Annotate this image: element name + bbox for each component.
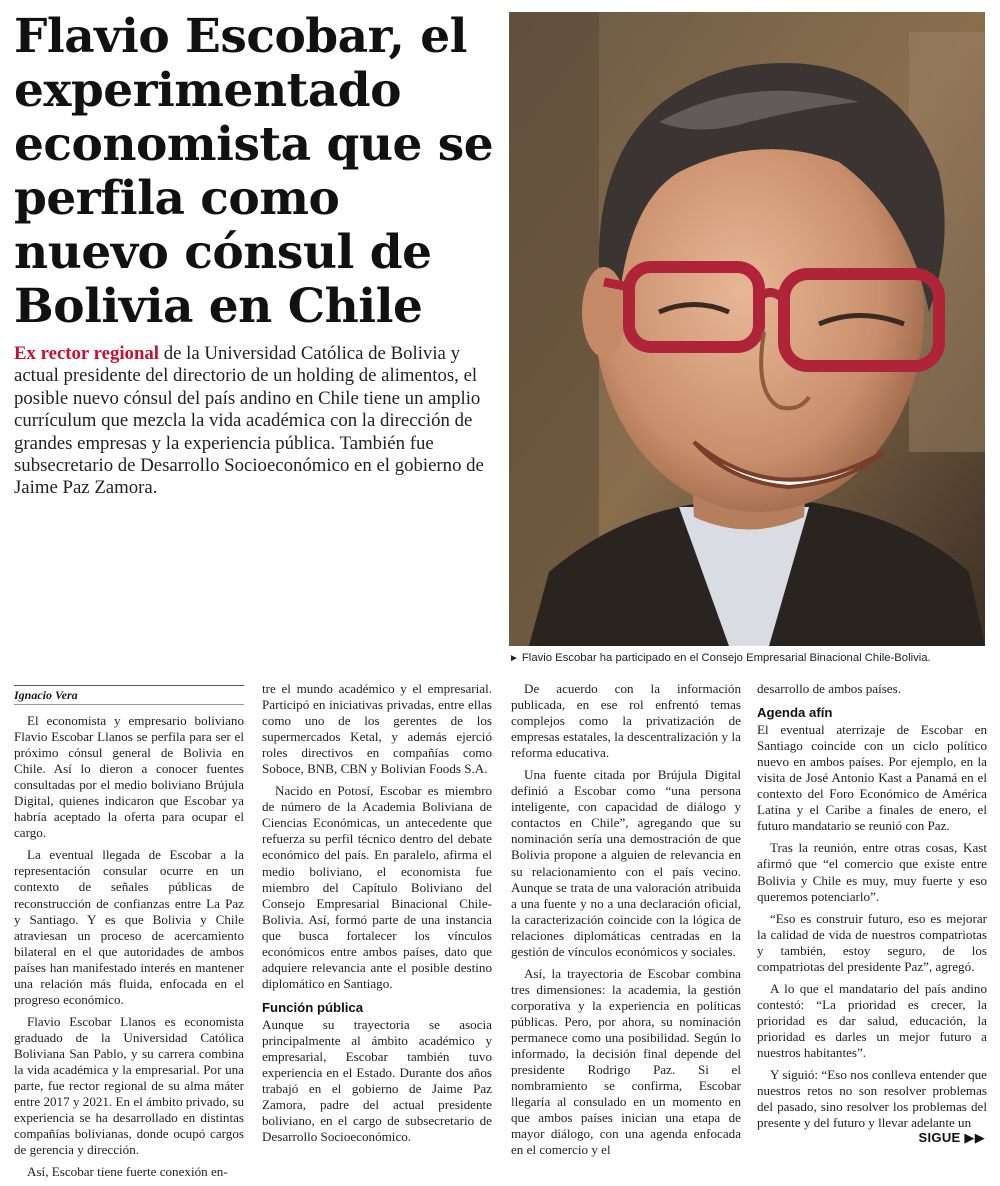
- paragraph: La eventual llegada de Escobar a la representación consular ocurre en un contexto de señales públicas de reconstrucción de confianzas entre La Paz y Santiago. Y es que Bolivia y Chile atraviesan un proceso de acercamiento bilateral en el que autoridades de ambos países han manifestado interés en mantener una relación más fluida, enfocada en el progreso económico.: [14, 847, 244, 1007]
- paragraph: El eventual aterrizaje de Escobar en Santiago coincide con un ciclo político nuevo en ambos países. Por ejemplo, en la visita de José Antonio Kast a Panamá en el contexto del Foro Económico de América Latina y el Caribe a finales de enero, el futuro mandatario se reunió con Paz.: [757, 722, 987, 834]
- continue-marker: SIGUE ▶▶: [918, 1130, 985, 1145]
- paragraph: “Eso es construir futuro, eso es mejorar la calidad de vida de nuestros compatriotas y también, estoy seguro, de los compatriotas del presidente Paz”, agregó.: [757, 910, 987, 974]
- paragraph: Una fuente citada por Brújula Digital definió a Escobar como “una persona inteligente, con capacidad de diálogo y contactos en Chile”, agregando que su nominación sería una demostración de que Bolivia propone a alguien de relevancia en su relacionamiento con el país vecino. Aunque se trata de una valoración atribuida a una fuente y no a una declaración oficial, la caracterización coincide con la lógica de relaciones diplomáticas centradas en la gestión de vínculos económicos y sociales.: [511, 767, 741, 959]
- paragraph: Nacido en Potosí, Escobar es miembro de número de la Academia Boliviana de Ciencias Económicas, un antecedente que refuerza su perfil técnico dentro del debate económico del país. En paralelo, afirma el medio boliviano, el economista fue miembro del Capítulo Boliviano del Consejo Empresarial Binacional Chile-Bolivia. Así, formó parte de una instancia que busca fortalecer los vínculos económicos entre ambos países, dato que adquiere relevancia ante el posible destino diplomático en Santiago.: [262, 783, 492, 991]
- headline: Flavio Escobar, el experimentado economista que se perfila como nuevo cónsul de Bolivia en Chile: [14, 9, 494, 334]
- caption-arrow-icon: ►: [509, 653, 519, 664]
- dek-kicker: Ex rector regional: [14, 343, 160, 364]
- article-column-1: [14, 713, 244, 1186]
- paragraph: El economista y empresario boliviano Flavio Escobar Llanos se perfila para ser el próximo cónsul general de Bolivia en Chile. Así lo dieron a conocer fuentes consultadas por el medio boliviano Brújula Digital, quienes indicaron que Escobar ya habría aceptado la oferta para ocupar el cargo.: [14, 713, 244, 841]
- subheading: Agenda afín: [757, 705, 833, 721]
- column-rule: [14, 685, 244, 686]
- portrait-illustration: [509, 12, 985, 646]
- dek-text: de la Universidad Católica de Bolivia y actual presidente del directorio de un holding de alimentos, el posible nuevo cónsul del país andino en Chile tiene un amplio currículum que mezcla la vida académica con la dirección de grandes empresas y la experiencia pública. También fue subsecretario de Desarrollo Socioeconómico en el gobierno de Jaime Paz Zamora.: [14, 343, 484, 499]
- article-column-3: [511, 681, 741, 1164]
- paragraph: Aunque su trayectoria se asocia principalmente al ámbito académico y empresarial, Escobar también tuvo experiencia en el Estado. Durante dos años trabajó en el gobierno de Jaime Paz Zamora, padre del actual presidente boliviano, en el cargo de subsecretario de Desarrollo Socioeconómico.: [262, 1016, 492, 1145]
- article-column-2: [262, 681, 492, 1151]
- paragraph: Y siguió: “Eso nos conlleva entender que nuestros retos no son resolver problemas del pasado, sino resolver los problemas del presente y del futuro y llevar adelante un: [757, 1067, 987, 1131]
- dek: [14, 343, 499, 500]
- paragraph: Tras la reunión, entre otras cosas, Kast afirmó que “el comercio que existe entre Bolivia y Chile es muy, muy fuerte y eso queremos potenciarlo”.: [757, 840, 987, 904]
- paragraph: tre el mundo académico y el empresarial. Participó en iniciativas privadas, entre ellas como uno de los gerentes de los supermercados Ketal, y además ejerció roles directivos en compañías como Soboce, BNB, CBN y Bolivian Foods S.A.: [262, 681, 492, 777]
- paragraph: Así, Escobar tiene fuerte conexión en-: [27, 1164, 228, 1180]
- subheading: Función pública: [262, 999, 364, 1015]
- paragraph: De acuerdo con la información publicada, en ese rol enfrentó temas complejos como la privatización de empresas estatales, la descentralización y la reforma educativa.: [511, 681, 741, 761]
- byline: Ignacio Vera: [14, 688, 78, 702]
- photo-caption: [509, 651, 985, 666]
- article-column-4: [757, 681, 987, 1137]
- byline-rule: [14, 704, 244, 705]
- portrait-photo: [509, 12, 985, 646]
- paragraph: A lo que el mandatario del país andino contestó: “La prioridad es crecer, la prioridad es dar salud, educación, la prioridad es darles un mejor futuro a nuestros habitantes”.: [757, 980, 987, 1060]
- paragraph: Flavio Escobar Llanos es economista graduado de la Universidad Católica Boliviana San Pablo, y su carrera combina la vida académica y la empresarial. Por una parte, fue rector regional de su alma máter entre 2017 y 2021. En el ámbito privado, su experiencia se ha desarrollado en distintas compañías bolivianas, donde ocupó cargos de gerencia y dirección.: [14, 1013, 244, 1158]
- paragraph: Así, la trayectoria de Escobar combina tres dimensiones: la academia, la gestión corporativa y la experiencia en políticas públicas. Pero, por ahora, su nominación permanece como una posibilidad. Según lo informado, la decisión final depende del presidente Rodrigo Paz. Si el nombramiento se confirma, Escobar llegaría al consulado en un momento en que ambos países inician una etapa de mayor diálogo, con una agenda enfocada en el comercio y el: [511, 965, 741, 1158]
- paragraph: desarrollo de ambos países.: [757, 681, 901, 696]
- caption-text: Flavio Escobar ha participado en el Consejo Empresarial Binacional Chile-Bolivia.: [521, 652, 931, 664]
